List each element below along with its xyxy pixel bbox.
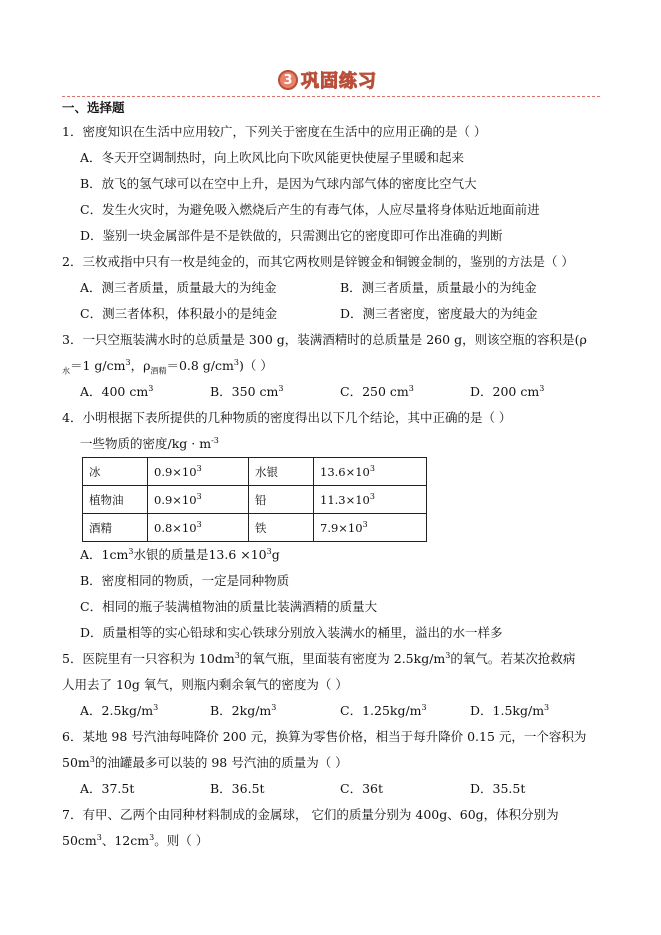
q6-part2: 的油罐最多可以装的 98 号汽油的质量为（ ） bbox=[94, 755, 348, 770]
superscript: 3 bbox=[148, 383, 154, 393]
table-cell bbox=[314, 486, 427, 514]
superscript: 3 bbox=[369, 463, 375, 473]
q3-option-c-text: C．250 cm bbox=[340, 384, 409, 399]
table-cell: 酒精 bbox=[83, 514, 148, 542]
table-cell bbox=[314, 514, 427, 542]
q4-option-a bbox=[62, 542, 608, 568]
q4-table-caption bbox=[62, 431, 608, 457]
section-heading: 一、选择题 bbox=[62, 100, 125, 115]
q3-options bbox=[62, 379, 608, 405]
superscript: 3 bbox=[278, 383, 284, 393]
q3-stem-line1: 3．一只空瓶装满水时的总质量是 300 g，装满酒精时的总质量是 260 g，则该空瓶的容积是(ρ bbox=[62, 332, 587, 347]
dashed-divider bbox=[62, 96, 600, 97]
superscript: 3 bbox=[408, 383, 414, 393]
cell-value: 7.9×10 bbox=[320, 520, 363, 535]
q3-option-a-text: A．400 cm bbox=[80, 384, 149, 399]
superscript: -3 bbox=[211, 435, 219, 445]
q2-option-c: C．测三者体积，体积最小的是纯金 bbox=[80, 306, 278, 321]
q3-option-b-text: B．350 cm bbox=[210, 384, 279, 399]
superscript: 3 bbox=[96, 832, 102, 842]
q5-option-d-text: D．1.5kg/m bbox=[470, 703, 545, 718]
q5-options bbox=[62, 698, 608, 724]
q5-option-b-text: B．2kg/m bbox=[210, 703, 272, 718]
q5-option-c bbox=[340, 698, 470, 724]
q3-option-d bbox=[470, 379, 600, 405]
q7-part2: 、12cm bbox=[101, 833, 150, 848]
q7-part3: 。则（ ） bbox=[154, 833, 209, 848]
table-cell: 铅 bbox=[249, 486, 314, 514]
q4-table-caption-text: 一些物质的密度/kg · m bbox=[80, 436, 212, 451]
q2-options-row1 bbox=[62, 275, 608, 301]
cell-value: 13.6×10 bbox=[320, 464, 370, 479]
superscript: 3 bbox=[234, 650, 240, 660]
q4-a-part1: A．1cm bbox=[80, 547, 129, 562]
q5-stem-line1 bbox=[62, 646, 608, 672]
q4-stem: 4．小明根据下表所提供的几种物质的密度得出以下几个结论，其中正确的是（ ） bbox=[62, 410, 512, 425]
subscript-water: 水 bbox=[62, 366, 70, 376]
q4-option-b: B．密度相同的物质，一定是同种物质 bbox=[80, 573, 290, 588]
table-cell bbox=[148, 486, 249, 514]
q6-option-a: A．37.5t bbox=[80, 781, 135, 796]
density-table bbox=[82, 457, 427, 542]
questions-content bbox=[62, 99, 608, 854]
superscript: 3 bbox=[149, 832, 155, 842]
superscript: 3 bbox=[539, 383, 545, 393]
q7-stem-line1: 7．有甲、乙两个由同种材料制成的金属球， 它们的质量分别为 400g、60g，体积分别为 bbox=[62, 807, 559, 822]
q4-option-d: D．质量相等的实心铅球和实心铁球分别放入装满水的桶里，溢出的水一样多 bbox=[80, 625, 503, 640]
title-badge bbox=[278, 66, 377, 94]
q1-option-a: A．冬天开空调制热时，向上吹风比向下吹风能更快使屋子里暖和起来 bbox=[80, 150, 465, 165]
table-row bbox=[83, 458, 427, 486]
superscript: 3 bbox=[271, 702, 277, 712]
q6-option-c: C．36t bbox=[340, 781, 383, 796]
cell-value: 0.8×10 bbox=[154, 520, 197, 535]
q2-option-d: D．测三者密度，密度最大的为纯金 bbox=[340, 306, 538, 321]
superscript: 3 bbox=[196, 491, 202, 501]
number-circle-icon: 3 bbox=[278, 70, 298, 90]
table-row bbox=[83, 486, 427, 514]
subscript-alcohol: 酒精 bbox=[150, 366, 167, 376]
q1-option-b: B．放飞的氢气球可以在空中上升，是因为气球内部气体的密度比空气大 bbox=[80, 176, 477, 191]
q5-part2: 的氧气瓶，里面装有密度为 2.5kg/m bbox=[239, 651, 446, 666]
superscript: 3 bbox=[421, 702, 427, 712]
q4-a-part3: g bbox=[271, 547, 280, 562]
table-cell: 水银 bbox=[249, 458, 314, 486]
q4-option-c: C．相同的瓶子装满植物油的质量比装满酒精的质量大 bbox=[80, 599, 378, 614]
q3-option-a bbox=[80, 379, 210, 405]
q2-options-row2 bbox=[62, 301, 608, 327]
superscript: 3 bbox=[125, 357, 131, 367]
q6-option-d: D．35.5t bbox=[470, 781, 526, 796]
cell-value: 0.9×10 bbox=[154, 464, 197, 479]
q1-option-d: D．鉴别一块金属部件是不是铁做的，只需测出它的密度即可作出准确的判断 bbox=[80, 228, 503, 243]
table-cell: 铁 bbox=[249, 514, 314, 542]
q3-option-b bbox=[210, 379, 340, 405]
q5-option-a-text: A．2.5kg/m bbox=[80, 703, 154, 718]
table-cell bbox=[148, 458, 249, 486]
table-cell: 冰 bbox=[83, 458, 148, 486]
q6-stem-line2 bbox=[62, 750, 608, 776]
superscript: 3 bbox=[233, 357, 239, 367]
q2-option-b: B．测三者质量，质量最小的为纯金 bbox=[340, 280, 537, 295]
table-row bbox=[83, 514, 427, 542]
superscript: 3 bbox=[196, 463, 202, 473]
superscript: 3 bbox=[266, 546, 272, 556]
superscript: 3 bbox=[128, 546, 134, 556]
q1-stem: 1．密度知识在生活中应用较广，下列关于密度在生活中的应用正确的是（ ） bbox=[62, 124, 487, 139]
q5-option-a bbox=[80, 698, 210, 724]
table-cell bbox=[314, 458, 427, 486]
q6-part1: 50m bbox=[62, 755, 90, 770]
q3-stem-line2 bbox=[62, 353, 608, 379]
q3-rho-alcohol: ＝0.8 g/cm bbox=[166, 358, 234, 373]
q4-a-part2: 水银的质量是13.6 ×10 bbox=[133, 547, 267, 562]
q3-option-c bbox=[340, 379, 470, 405]
q3-rho: ，ρ bbox=[130, 358, 151, 373]
q6-stem-line1: 6．某地 98 号汽油每吨降价 200 元，换算为零售价格，相当于每升降价 0.15 元，一个容积为 bbox=[62, 729, 587, 744]
q3-paren: )（ ） bbox=[238, 358, 273, 373]
q5-part1: 5．医院里有一只容积为 10dm bbox=[62, 651, 235, 666]
superscript: 3 bbox=[544, 702, 550, 712]
cell-value: 11.3×10 bbox=[320, 492, 370, 507]
table-cell bbox=[148, 514, 249, 542]
cell-value: 0.9×10 bbox=[154, 492, 197, 507]
q6-option-b: B．36.5t bbox=[210, 781, 265, 796]
q1-option-c: C．发生火灾时，为避免吸入燃烧后产生的有毒气体，人应尽量将身体贴近地面前进 bbox=[80, 202, 540, 217]
q7-part1: 50cm bbox=[62, 833, 97, 848]
superscript: 3 bbox=[196, 519, 202, 529]
q6-options bbox=[62, 776, 608, 802]
q2-option-a: A．测三者质量，质量最大的为纯金 bbox=[80, 280, 277, 295]
q5-option-b bbox=[210, 698, 340, 724]
superscript: 3 bbox=[153, 702, 159, 712]
q5-stem-line2: 人用去了 10g 氧气，则瓶内剩余氧气的密度为（ ） bbox=[62, 677, 348, 692]
table-cell: 植物油 bbox=[83, 486, 148, 514]
q5-option-d bbox=[470, 698, 600, 724]
superscript: 3 bbox=[445, 650, 451, 660]
q7-stem-line2 bbox=[62, 828, 608, 854]
q5-option-c-text: C．1.25kg/m bbox=[340, 703, 422, 718]
q3-option-d-text: D．200 cm bbox=[470, 384, 540, 399]
q3-rho-water: ＝1 g/cm bbox=[70, 358, 126, 373]
q5-part3: 的氧气。若某次抢救病 bbox=[450, 651, 576, 666]
q2-stem: 2．三枚戒指中只有一枚是纯金的，而其它两枚则是锌镀金和铜镀金制的，鉴别的方法是（ ） bbox=[62, 254, 574, 269]
section-header bbox=[0, 64, 661, 96]
superscript: 3 bbox=[369, 491, 375, 501]
superscript: 3 bbox=[362, 519, 368, 529]
page-title: 巩固练习 bbox=[301, 71, 377, 92]
superscript: 3 bbox=[89, 754, 95, 764]
